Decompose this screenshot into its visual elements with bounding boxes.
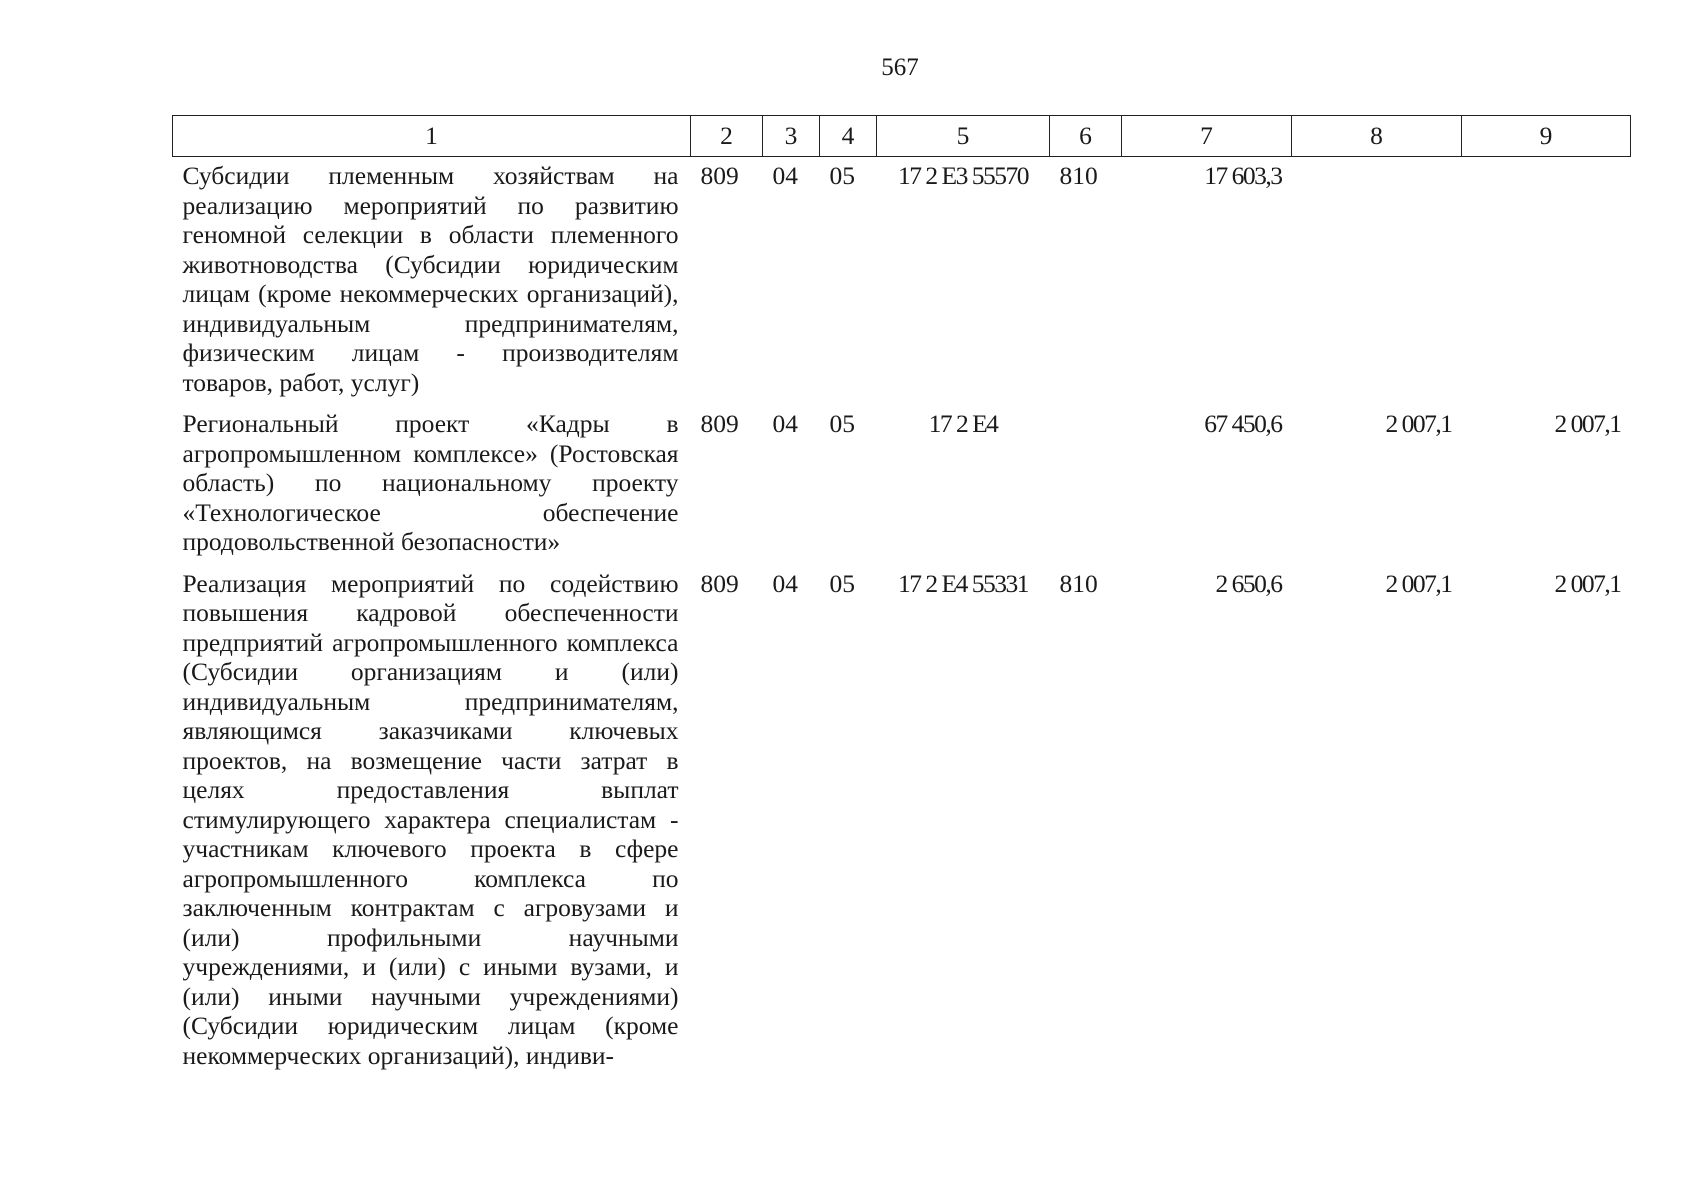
cell-target-code: 17 2 E4	[928, 409, 998, 438]
cell-target-code: 17 2 E3 55570	[898, 161, 1028, 190]
cell-code: 04	[772, 161, 798, 190]
budget-table	[172, 115, 1631, 1082]
cell-code: 05	[829, 161, 855, 190]
cell-amount: 67 450,6	[1204, 409, 1282, 438]
cell-code: 809	[700, 409, 739, 438]
column-header: 1	[173, 116, 691, 157]
cell-amount: 2 650,6	[1215, 568, 1282, 598]
table-row	[173, 569, 1631, 1083]
table-row	[173, 409, 1631, 569]
column-header: 3	[763, 116, 820, 157]
cell-target-code: 17 2 E4 55331	[898, 568, 1028, 598]
table-header-row	[173, 116, 1631, 157]
column-header: 9	[1462, 116, 1631, 157]
column-header: 4	[820, 116, 877, 157]
cell-code: 04	[772, 568, 798, 598]
column-header: 8	[1292, 116, 1462, 157]
cell-code: 04	[772, 409, 798, 438]
cell-code: 05	[829, 409, 855, 438]
cell-amount: 2 007,1	[1554, 568, 1621, 598]
cell-code: 810	[1059, 161, 1098, 190]
column-header: 6	[1050, 116, 1122, 157]
cell-code: 810	[1059, 568, 1098, 598]
row-description: Региональный проект «Кадры в агропромышленном комплексе» (Ростовская область) по национальному проекту «Технологическое обеспечение продовольственной безопасности»	[182, 409, 679, 556]
page-number: 567	[881, 54, 919, 81]
cell-code: 809	[700, 161, 739, 190]
column-header: 7	[1122, 116, 1292, 157]
cell-code: 05	[829, 568, 855, 598]
cell-code: 809	[700, 568, 739, 598]
cell-amount: 2 007,1	[1385, 409, 1452, 438]
column-header: 5	[877, 116, 1050, 157]
row-description: Субсидии племенным хозяйствам на реализацию мероприятий по развитию геномной селекции в области племенного животноводства (Субсидии юридическим лицам (кроме некоммерческих организаций), индивидуальным предпринимателям, физическим лицам - производителям товаров, работ, услуг)	[182, 161, 679, 397]
cell-amount: 17 603,3	[1204, 161, 1282, 190]
cell-amount: 2 007,1	[1385, 568, 1452, 598]
cell-code	[1050, 409, 1122, 569]
row-description: Реализация мероприятий по содействию повышения кадровой обеспеченности предприятий агропромышленного комплекса (Субсидии организациям и (или) индивидуальным предпринимателям, являющимся заказчиками ключевых проектов, на возмещение части затрат в целях предоставления выплат стимулирующего характера специалистам - участникам ключевого проекта в сфере агропромышленного комплекса по заключенным контрактам с агровузами и (или) профильными научными учреждениями, и (или) с иными вузами, и (или) иными научными учреждениями) (Субсидии юридическим лицам (кроме некоммерческих организаций), индиви-	[182, 568, 679, 1070]
table-row	[173, 157, 1631, 410]
cell-amount	[1292, 157, 1462, 410]
column-header: 2	[691, 116, 763, 157]
cell-amount	[1462, 157, 1631, 410]
cell-amount: 2 007,1	[1554, 409, 1621, 438]
